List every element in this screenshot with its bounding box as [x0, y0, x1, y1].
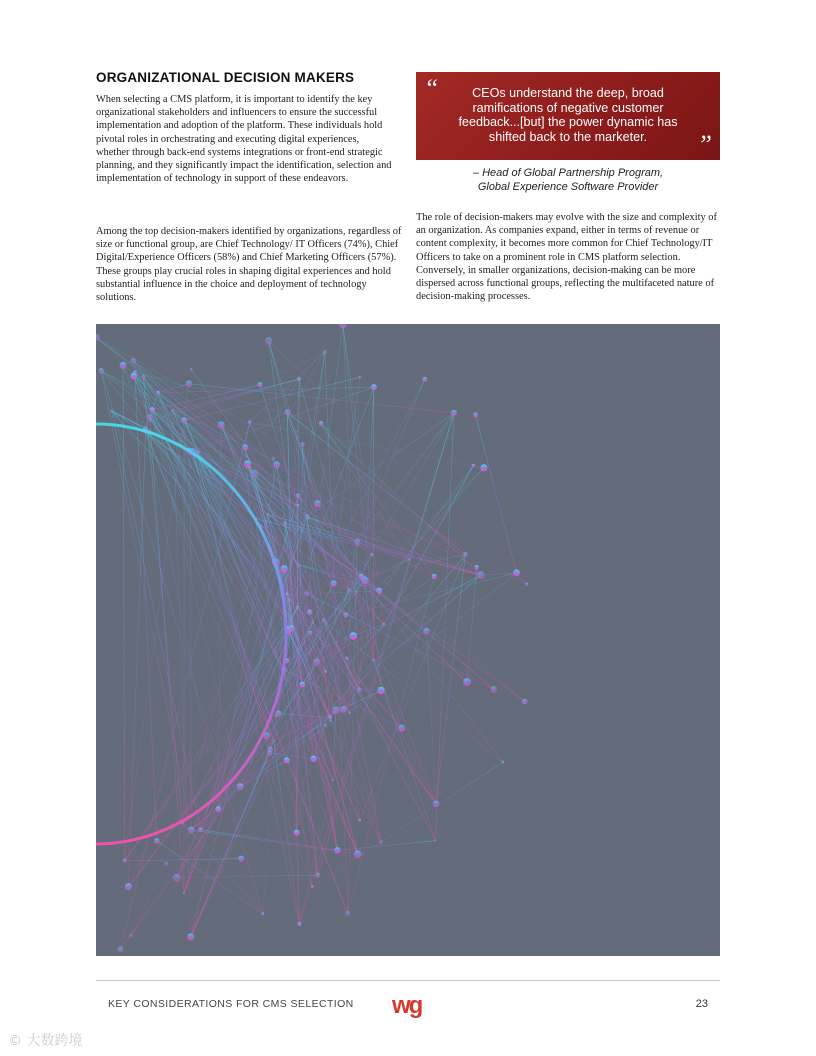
network-link — [182, 514, 268, 822]
network-node — [328, 715, 332, 719]
network-link — [128, 576, 361, 886]
network-node — [522, 699, 528, 705]
network-node — [359, 376, 362, 379]
section-heading: ORGANIZATIONAL DECISION MAKERS — [96, 70, 355, 85]
network-node — [347, 588, 351, 592]
network-node — [286, 593, 289, 596]
network-node — [297, 377, 301, 381]
network-link — [152, 410, 346, 615]
network-node — [311, 885, 314, 888]
network-node — [398, 725, 405, 732]
network-node — [284, 409, 290, 415]
network-node — [149, 419, 152, 422]
network-link — [255, 518, 409, 559]
network-node — [186, 380, 193, 387]
network-node — [319, 421, 324, 426]
network-link — [101, 371, 191, 830]
network-node — [513, 569, 520, 576]
role-evolution-paragraph: The role of decision-makers may evolve with the size and complexity of an organization. As companies expand, either in terms of revenue or content complexity, it becomes more common for Chief Technology/IT Officers to take on a prominent role in CMS platform selection. Conversely, in smaller organizations, decision-making can be more dispersed across functional groups, reflecting the multifaceted nature of decision-making processes. — [416, 212, 717, 303]
network-link — [135, 372, 157, 841]
brand-logo: wg — [392, 992, 422, 1019]
network-link — [128, 428, 145, 887]
network-node — [300, 442, 304, 446]
network-node — [156, 391, 160, 395]
network-node — [382, 623, 385, 626]
network-node — [295, 606, 299, 610]
network-node — [332, 779, 334, 781]
network-node — [329, 720, 331, 722]
network-node — [118, 947, 123, 952]
network-link — [191, 830, 358, 854]
network-node — [304, 591, 309, 596]
intro-paragraph: When selecting a CMS platform, it is important to identify the key organizational stakeholders and influencers to ensure the successful implementation and adoption of the platform. These individuals hold pivotal roles in orchestrating and executing digital experiences, whether through back-end systems integrations or front-end strategic planning, and they significantly impact the identification, selection and implementation of technology in support of these endeavors. — [96, 94, 392, 185]
network-node — [181, 417, 187, 423]
quote-attribution — [416, 167, 720, 194]
network-node — [307, 610, 312, 615]
network-node — [358, 819, 361, 822]
network-node — [183, 892, 185, 894]
network-node — [216, 806, 222, 812]
network-node — [275, 711, 281, 717]
pull-quote-box — [416, 72, 720, 160]
network-node — [357, 687, 362, 692]
network-link — [284, 607, 381, 843]
network-node — [377, 687, 385, 695]
network-link — [201, 830, 338, 851]
network-node — [296, 504, 299, 507]
pull-quote-text: CEOs understand the deep, broad ramifications of negative customer feedback...[but] the power dynamic has shifted back to the marketer. — [458, 86, 678, 144]
network-link — [177, 875, 318, 878]
network-node — [283, 522, 287, 526]
network-node — [433, 801, 440, 808]
footer-title: KEY CONSIDERATIONS FOR CMS SELECTION — [108, 998, 354, 1010]
network-node — [311, 621, 314, 624]
network-node — [376, 588, 382, 594]
network-node — [294, 830, 300, 836]
network-node — [299, 682, 305, 688]
network-node — [371, 384, 377, 390]
network-node — [250, 470, 258, 478]
network-link — [193, 452, 525, 702]
network-node — [187, 933, 194, 940]
network-node — [372, 659, 375, 662]
decision-makers-paragraph: Among the top decision-makers identified by organizations, regardless of size or functional group, are Chief Technology/ IT Officers (74%), Chief Digital/Experience Officers (58%) and Chief Marketing Officers (57%). These groups play crucial roles in shaping digital experiences and hold substantial influence in the choice and deployment of technology solutions. — [96, 226, 402, 304]
network-node — [265, 337, 273, 345]
network-node — [525, 583, 528, 586]
network-link — [96, 338, 527, 585]
network-node — [258, 382, 263, 387]
network-link — [312, 762, 503, 887]
network-node — [165, 862, 169, 866]
network-node — [323, 350, 327, 354]
network-node — [171, 410, 174, 413]
network-node — [123, 859, 127, 863]
network-node — [144, 426, 147, 429]
network-node — [154, 838, 159, 843]
network-link — [184, 517, 307, 894]
network-node — [473, 413, 478, 418]
network-node — [491, 686, 498, 693]
network-node — [349, 712, 351, 714]
network-node — [188, 827, 195, 834]
network-node — [237, 783, 244, 790]
network-node — [313, 659, 320, 666]
network-link — [248, 379, 300, 464]
network-link — [123, 365, 125, 860]
network-node — [339, 324, 347, 328]
attribution-line-1: – Head of Global Partnership Program, — [472, 167, 664, 179]
network-node — [314, 500, 321, 507]
network-link — [189, 384, 454, 413]
network-node — [324, 670, 327, 673]
network-link — [158, 387, 374, 393]
network-node — [463, 552, 468, 557]
network-link — [146, 428, 219, 810]
network-node — [297, 922, 301, 926]
network-link — [245, 447, 286, 594]
network-node — [149, 407, 155, 413]
network-node — [110, 410, 112, 412]
network-node — [130, 373, 137, 380]
network-link — [157, 841, 263, 914]
network-node — [129, 934, 132, 937]
network-node — [477, 571, 485, 579]
network-node — [287, 599, 290, 602]
network-node — [298, 564, 300, 566]
network-node — [125, 883, 132, 890]
network-node — [432, 574, 437, 579]
network-link — [374, 631, 427, 660]
network-link — [298, 496, 503, 762]
network-node — [98, 368, 104, 374]
network-node — [173, 874, 181, 882]
footer-divider — [96, 980, 720, 981]
network-node — [199, 828, 203, 832]
network-link — [133, 361, 273, 741]
network-node — [310, 756, 316, 762]
network-illustration — [96, 324, 720, 956]
page-number: 23 — [695, 998, 708, 1010]
network-node — [120, 362, 127, 369]
network-node — [244, 460, 252, 468]
network-node — [345, 657, 348, 660]
network-node — [345, 911, 350, 916]
network-node — [190, 368, 193, 371]
network-node — [463, 678, 471, 686]
network-node — [218, 422, 225, 429]
network-node — [350, 632, 357, 639]
network-link — [476, 415, 517, 573]
network-node — [273, 461, 280, 468]
network-node — [238, 856, 244, 862]
network-node — [475, 565, 479, 569]
network-node — [304, 514, 310, 520]
network-node — [371, 554, 374, 557]
network-node — [324, 724, 327, 727]
network-node — [480, 464, 487, 471]
network-node — [280, 565, 287, 572]
network-node — [331, 581, 337, 587]
network-node — [296, 494, 301, 499]
network-node — [434, 840, 436, 842]
network-node — [422, 377, 427, 382]
network-node — [284, 757, 290, 763]
attribution-line-2: Global Experience Software Provider — [477, 180, 659, 193]
network-node — [354, 850, 362, 858]
network-link — [307, 413, 454, 517]
network-link — [245, 422, 250, 447]
network-node — [322, 619, 326, 623]
network-node — [359, 574, 364, 579]
network-node — [332, 707, 340, 715]
watermark: © 大数跨境 — [8, 1033, 83, 1049]
open-quote-icon: “ — [424, 74, 439, 103]
network-node — [451, 410, 457, 416]
network-link — [143, 377, 347, 658]
network-link — [467, 567, 477, 682]
network-node — [267, 750, 273, 756]
network-node — [262, 912, 265, 915]
network-node — [408, 558, 411, 561]
network-link — [134, 376, 436, 804]
network-graphic — [96, 324, 720, 956]
network-node — [334, 847, 341, 854]
network-node — [472, 464, 475, 467]
network-node — [130, 358, 136, 364]
network-link — [184, 352, 325, 420]
network-node — [272, 457, 276, 461]
network-link — [121, 685, 303, 950]
network-node — [141, 375, 145, 379]
network-link — [173, 411, 350, 590]
network-node — [308, 631, 312, 635]
network-link — [135, 372, 436, 804]
network-node — [340, 706, 347, 713]
network-node — [502, 761, 505, 764]
network-link — [323, 621, 503, 763]
network-node — [267, 513, 270, 516]
network-node — [315, 873, 320, 878]
network-node — [423, 628, 430, 635]
close-quote-icon: ” — [697, 130, 712, 159]
network-node — [354, 539, 361, 546]
network-node — [248, 420, 252, 424]
network-node — [379, 841, 382, 844]
network-node — [289, 625, 295, 631]
network-node — [273, 740, 275, 742]
network-node — [242, 444, 248, 450]
network-link — [435, 413, 454, 841]
network-node — [343, 612, 348, 617]
